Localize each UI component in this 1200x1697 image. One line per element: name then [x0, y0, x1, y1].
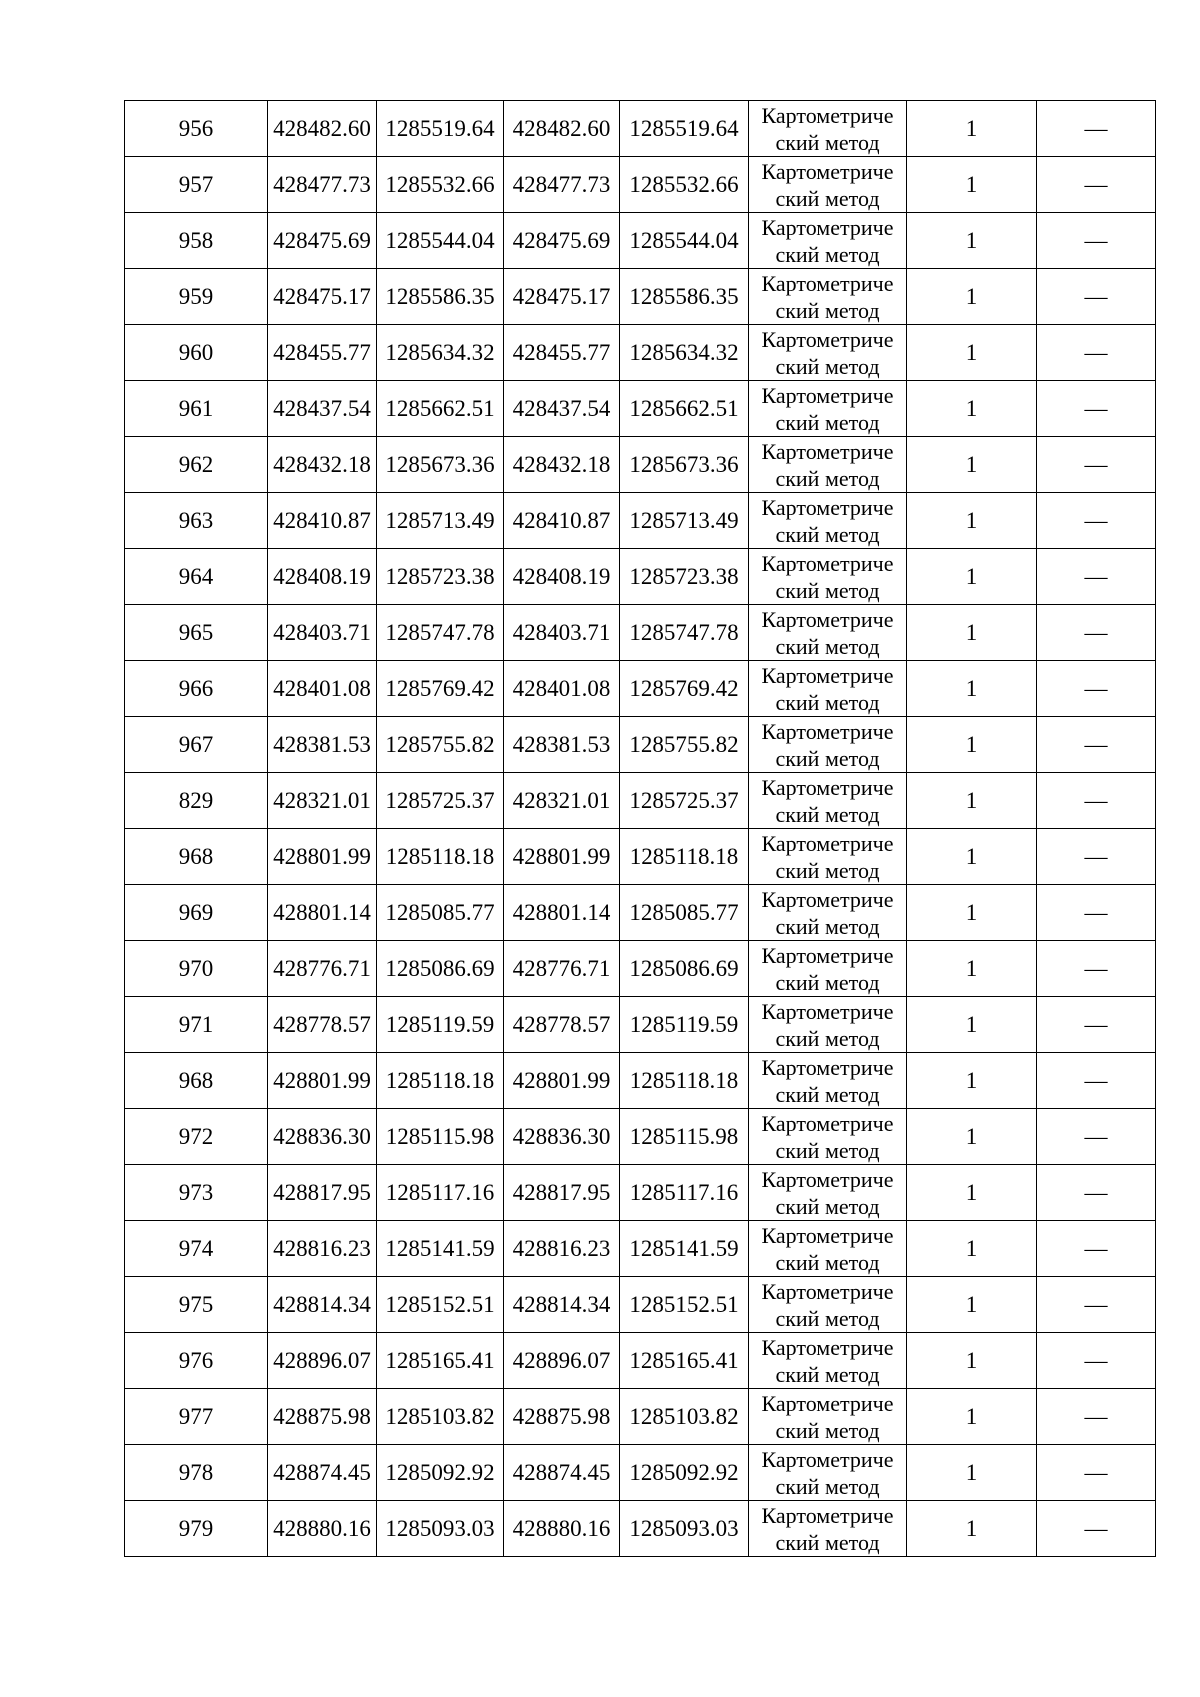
table-row	[125, 325, 1156, 381]
method-text-line-2: ский метод	[775, 129, 880, 155]
note-cell: —	[1037, 1221, 1156, 1277]
point-number-cell: 962	[125, 437, 268, 493]
refined-y-cell: 1285723.38	[620, 549, 749, 605]
accuracy-cell: 1	[907, 829, 1037, 885]
method-text-line-1: Картометриче	[761, 662, 894, 688]
existing-x-cell: 428776.71	[268, 941, 377, 997]
existing-x-cell: 428482.60	[268, 101, 377, 157]
table-row	[125, 1445, 1156, 1501]
existing-x-cell: 428477.73	[268, 157, 377, 213]
note-cell: —	[1037, 157, 1156, 213]
refined-y-cell: 1285747.78	[620, 605, 749, 661]
refined-x-cell: 428410.87	[504, 493, 620, 549]
method-text-line-2: ский метод	[775, 969, 880, 995]
point-number-cell: 967	[125, 717, 268, 773]
table-row	[125, 381, 1156, 437]
table-row	[125, 437, 1156, 493]
method-text-line-1: Картометриче	[761, 158, 894, 184]
refined-y-cell: 1285662.51	[620, 381, 749, 437]
method-cell	[749, 157, 907, 213]
method-text-line-2: ский метод	[775, 1193, 880, 1219]
refined-y-cell: 1285544.04	[620, 213, 749, 269]
method-text-line-1: Картометриче	[761, 1446, 894, 1472]
refined-x-cell: 428874.45	[504, 1445, 620, 1501]
point-number-cell: 972	[125, 1109, 268, 1165]
existing-y-cell: 1285085.77	[377, 885, 504, 941]
method-cell	[749, 549, 907, 605]
method-text-line-1: Картометриче	[761, 270, 894, 296]
accuracy-cell: 1	[907, 213, 1037, 269]
existing-y-cell: 1285165.41	[377, 1333, 504, 1389]
note-cell: —	[1037, 437, 1156, 493]
existing-x-cell: 428475.17	[268, 269, 377, 325]
note-cell: —	[1037, 885, 1156, 941]
refined-y-cell: 1285634.32	[620, 325, 749, 381]
refined-x-cell: 428401.08	[504, 661, 620, 717]
method-cell	[749, 1277, 907, 1333]
refined-y-cell: 1285713.49	[620, 493, 749, 549]
method-cell	[749, 269, 907, 325]
existing-y-cell: 1285141.59	[377, 1221, 504, 1277]
refined-x-cell: 428801.99	[504, 829, 620, 885]
note-cell: —	[1037, 1501, 1156, 1557]
method-text-line-1: Картометриче	[761, 214, 894, 240]
method-cell	[749, 773, 907, 829]
existing-y-cell: 1285769.42	[377, 661, 504, 717]
method-cell	[749, 381, 907, 437]
method-cell	[749, 605, 907, 661]
method-cell	[749, 1445, 907, 1501]
point-number-cell: 957	[125, 157, 268, 213]
refined-y-cell: 1285085.77	[620, 885, 749, 941]
accuracy-cell: 1	[907, 1053, 1037, 1109]
refined-x-cell: 428880.16	[504, 1501, 620, 1557]
method-text-line-2: ский метод	[775, 913, 880, 939]
table-row	[125, 1221, 1156, 1277]
note-cell: —	[1037, 717, 1156, 773]
note-cell: —	[1037, 1333, 1156, 1389]
existing-y-cell: 1285092.92	[377, 1445, 504, 1501]
table-row	[125, 1277, 1156, 1333]
accuracy-cell: 1	[907, 1277, 1037, 1333]
refined-y-cell: 1285532.66	[620, 157, 749, 213]
method-text-line-1: Картометриче	[761, 1278, 894, 1304]
note-cell: —	[1037, 101, 1156, 157]
refined-x-cell: 428817.95	[504, 1165, 620, 1221]
point-number-cell: 969	[125, 885, 268, 941]
method-text-line-1: Картометриче	[761, 606, 894, 632]
method-text-line-1: Картометриче	[761, 326, 894, 352]
table-row	[125, 1389, 1156, 1445]
refined-y-cell: 1285119.59	[620, 997, 749, 1053]
accuracy-cell: 1	[907, 549, 1037, 605]
point-number-cell: 961	[125, 381, 268, 437]
method-text-line-2: ский метод	[775, 353, 880, 379]
table-row	[125, 997, 1156, 1053]
existing-x-cell: 428403.71	[268, 605, 377, 661]
table-row	[125, 1165, 1156, 1221]
existing-y-cell: 1285532.66	[377, 157, 504, 213]
accuracy-cell: 1	[907, 773, 1037, 829]
accuracy-cell: 1	[907, 437, 1037, 493]
method-text-line-2: ский метод	[775, 1081, 880, 1107]
refined-y-cell: 1285152.51	[620, 1277, 749, 1333]
method-cell	[749, 997, 907, 1053]
point-number-cell: 963	[125, 493, 268, 549]
method-text-line-1: Картометриче	[761, 886, 894, 912]
existing-y-cell: 1285118.18	[377, 829, 504, 885]
method-text-line-1: Картометриче	[761, 1222, 894, 1248]
refined-y-cell: 1285117.16	[620, 1165, 749, 1221]
method-text-line-2: ский метод	[775, 1249, 880, 1275]
point-number-cell: 968	[125, 1053, 268, 1109]
table-row	[125, 1501, 1156, 1557]
method-cell	[749, 1109, 907, 1165]
method-text-line-1: Картометриче	[761, 1502, 894, 1528]
table-row	[125, 717, 1156, 773]
accuracy-cell: 1	[907, 1165, 1037, 1221]
method-cell	[749, 1389, 907, 1445]
existing-y-cell: 1285713.49	[377, 493, 504, 549]
method-text-line-2: ский метод	[775, 857, 880, 883]
method-cell	[749, 885, 907, 941]
method-cell	[749, 1221, 907, 1277]
existing-y-cell: 1285755.82	[377, 717, 504, 773]
method-text-line-1: Картометриче	[761, 718, 894, 744]
note-cell: —	[1037, 1053, 1156, 1109]
refined-y-cell: 1285673.36	[620, 437, 749, 493]
existing-x-cell: 428874.45	[268, 1445, 377, 1501]
method-text-line-2: ский метод	[775, 577, 880, 603]
method-text-line-2: ский метод	[775, 1025, 880, 1051]
refined-y-cell: 1285141.59	[620, 1221, 749, 1277]
method-text-line-1: Картометриче	[761, 550, 894, 576]
method-cell	[749, 493, 907, 549]
accuracy-cell: 1	[907, 325, 1037, 381]
method-text-line-2: ский метод	[775, 521, 880, 547]
table-row	[125, 885, 1156, 941]
existing-y-cell: 1285093.03	[377, 1501, 504, 1557]
method-text-line-2: ский метод	[775, 465, 880, 491]
refined-x-cell: 428814.34	[504, 1277, 620, 1333]
note-cell: —	[1037, 1445, 1156, 1501]
note-cell: —	[1037, 1109, 1156, 1165]
point-number-cell: 976	[125, 1333, 268, 1389]
existing-x-cell: 428408.19	[268, 549, 377, 605]
method-text-line-2: ский метод	[775, 1529, 880, 1555]
accuracy-cell: 1	[907, 885, 1037, 941]
refined-x-cell: 428836.30	[504, 1109, 620, 1165]
method-text-line-1: Картометриче	[761, 102, 894, 128]
method-cell	[749, 213, 907, 269]
point-number-cell: 966	[125, 661, 268, 717]
point-number-cell: 973	[125, 1165, 268, 1221]
refined-x-cell: 428477.73	[504, 157, 620, 213]
point-number-cell: 974	[125, 1221, 268, 1277]
method-cell	[749, 325, 907, 381]
note-cell: —	[1037, 213, 1156, 269]
method-text-line-1: Картометриче	[761, 774, 894, 800]
method-text-line-2: ский метод	[775, 1361, 880, 1387]
method-cell	[749, 1501, 907, 1557]
existing-y-cell: 1285117.16	[377, 1165, 504, 1221]
existing-x-cell: 428401.08	[268, 661, 377, 717]
refined-y-cell: 1285519.64	[620, 101, 749, 157]
method-text-line-2: ский метод	[775, 689, 880, 715]
refined-x-cell: 428816.23	[504, 1221, 620, 1277]
point-number-cell: 975	[125, 1277, 268, 1333]
refined-y-cell: 1285118.18	[620, 829, 749, 885]
note-cell: —	[1037, 1165, 1156, 1221]
note-cell: —	[1037, 829, 1156, 885]
refined-x-cell: 428896.07	[504, 1333, 620, 1389]
existing-y-cell: 1285115.98	[377, 1109, 504, 1165]
method-text-line-2: ский метод	[775, 185, 880, 211]
method-text-line-1: Картометриче	[761, 494, 894, 520]
method-text-line-2: ский метод	[775, 1473, 880, 1499]
table-row	[125, 549, 1156, 605]
existing-y-cell: 1285086.69	[377, 941, 504, 997]
existing-x-cell: 428816.23	[268, 1221, 377, 1277]
existing-y-cell: 1285725.37	[377, 773, 504, 829]
existing-x-cell: 428801.14	[268, 885, 377, 941]
method-text-line-1: Картометриче	[761, 1166, 894, 1192]
note-cell: —	[1037, 997, 1156, 1053]
table-row	[125, 1333, 1156, 1389]
table-row	[125, 493, 1156, 549]
table-row	[125, 661, 1156, 717]
point-number-cell: 971	[125, 997, 268, 1053]
refined-y-cell: 1285103.82	[620, 1389, 749, 1445]
method-text-line-2: ский метод	[775, 409, 880, 435]
coordinates-table	[124, 100, 1156, 1557]
refined-x-cell: 428437.54	[504, 381, 620, 437]
accuracy-cell: 1	[907, 269, 1037, 325]
method-text-line-2: ский метод	[775, 1417, 880, 1443]
refined-y-cell: 1285725.37	[620, 773, 749, 829]
existing-x-cell: 428381.53	[268, 717, 377, 773]
existing-x-cell: 428880.16	[268, 1501, 377, 1557]
note-cell: —	[1037, 605, 1156, 661]
table-row	[125, 213, 1156, 269]
method-text-line-2: ский метод	[775, 297, 880, 323]
existing-y-cell: 1285152.51	[377, 1277, 504, 1333]
accuracy-cell: 1	[907, 1501, 1037, 1557]
existing-y-cell: 1285723.38	[377, 549, 504, 605]
method-text-line-1: Картометриче	[761, 438, 894, 464]
point-number-cell: 970	[125, 941, 268, 997]
method-text-line-1: Картометриче	[761, 1390, 894, 1416]
existing-y-cell: 1285519.64	[377, 101, 504, 157]
existing-y-cell: 1285662.51	[377, 381, 504, 437]
table-row	[125, 605, 1156, 661]
existing-y-cell: 1285119.59	[377, 997, 504, 1053]
existing-x-cell: 428817.95	[268, 1165, 377, 1221]
point-number-cell: 958	[125, 213, 268, 269]
table-row	[125, 829, 1156, 885]
refined-y-cell: 1285755.82	[620, 717, 749, 773]
existing-x-cell: 428801.99	[268, 829, 377, 885]
refined-x-cell: 428778.57	[504, 997, 620, 1053]
table-row	[125, 941, 1156, 997]
refined-x-cell: 428475.69	[504, 213, 620, 269]
method-text-line-1: Картометриче	[761, 1110, 894, 1136]
accuracy-cell: 1	[907, 1109, 1037, 1165]
accuracy-cell: 1	[907, 997, 1037, 1053]
refined-x-cell: 428432.18	[504, 437, 620, 493]
point-number-cell: 959	[125, 269, 268, 325]
existing-y-cell: 1285747.78	[377, 605, 504, 661]
point-number-cell: 960	[125, 325, 268, 381]
refined-y-cell: 1285115.98	[620, 1109, 749, 1165]
method-cell	[749, 101, 907, 157]
existing-x-cell: 428321.01	[268, 773, 377, 829]
method-cell	[749, 717, 907, 773]
accuracy-cell: 1	[907, 381, 1037, 437]
method-text-line-1: Картометриче	[761, 998, 894, 1024]
accuracy-cell: 1	[907, 1221, 1037, 1277]
method-text-line-2: ский метод	[775, 1305, 880, 1331]
existing-y-cell: 1285544.04	[377, 213, 504, 269]
refined-y-cell: 1285586.35	[620, 269, 749, 325]
refined-y-cell: 1285165.41	[620, 1333, 749, 1389]
method-cell	[749, 437, 907, 493]
note-cell: —	[1037, 549, 1156, 605]
refined-x-cell: 428801.14	[504, 885, 620, 941]
point-number-cell: 968	[125, 829, 268, 885]
note-cell: —	[1037, 661, 1156, 717]
table-row	[125, 1053, 1156, 1109]
method-cell	[749, 941, 907, 997]
accuracy-cell: 1	[907, 1445, 1037, 1501]
method-cell	[749, 661, 907, 717]
refined-y-cell: 1285769.42	[620, 661, 749, 717]
note-cell: —	[1037, 1389, 1156, 1445]
existing-x-cell: 428896.07	[268, 1333, 377, 1389]
accuracy-cell: 1	[907, 661, 1037, 717]
method-cell	[749, 1165, 907, 1221]
existing-x-cell: 428437.54	[268, 381, 377, 437]
refined-x-cell: 428875.98	[504, 1389, 620, 1445]
note-cell: —	[1037, 493, 1156, 549]
note-cell: —	[1037, 325, 1156, 381]
method-text-line-2: ский метод	[775, 745, 880, 771]
refined-x-cell: 428482.60	[504, 101, 620, 157]
accuracy-cell: 1	[907, 157, 1037, 213]
method-text-line-1: Картометриче	[761, 830, 894, 856]
refined-x-cell: 428776.71	[504, 941, 620, 997]
accuracy-cell: 1	[907, 1389, 1037, 1445]
existing-x-cell: 428778.57	[268, 997, 377, 1053]
refined-y-cell: 1285092.92	[620, 1445, 749, 1501]
existing-x-cell: 428410.87	[268, 493, 377, 549]
accuracy-cell: 1	[907, 493, 1037, 549]
refined-x-cell: 428321.01	[504, 773, 620, 829]
accuracy-cell: 1	[907, 941, 1037, 997]
existing-x-cell: 428801.99	[268, 1053, 377, 1109]
method-cell	[749, 1053, 907, 1109]
existing-x-cell: 428875.98	[268, 1389, 377, 1445]
table-row	[125, 269, 1156, 325]
table-row	[125, 157, 1156, 213]
existing-x-cell: 428836.30	[268, 1109, 377, 1165]
method-text-line-2: ский метод	[775, 1137, 880, 1163]
existing-y-cell: 1285634.32	[377, 325, 504, 381]
method-text-line-1: Картометриче	[761, 382, 894, 408]
existing-y-cell: 1285103.82	[377, 1389, 504, 1445]
method-cell	[749, 1333, 907, 1389]
table-row	[125, 1109, 1156, 1165]
point-number-cell: 979	[125, 1501, 268, 1557]
accuracy-cell: 1	[907, 717, 1037, 773]
point-number-cell: 978	[125, 1445, 268, 1501]
refined-x-cell: 428801.99	[504, 1053, 620, 1109]
note-cell: —	[1037, 1277, 1156, 1333]
refined-x-cell: 428475.17	[504, 269, 620, 325]
refined-x-cell: 428403.71	[504, 605, 620, 661]
note-cell: —	[1037, 381, 1156, 437]
method-text-line-2: ский метод	[775, 633, 880, 659]
accuracy-cell: 1	[907, 1333, 1037, 1389]
accuracy-cell: 1	[907, 605, 1037, 661]
method-cell	[749, 829, 907, 885]
existing-x-cell: 428814.34	[268, 1277, 377, 1333]
method-text-line-1: Картометриче	[761, 1054, 894, 1080]
existing-y-cell: 1285586.35	[377, 269, 504, 325]
method-text-line-1: Картометриче	[761, 942, 894, 968]
point-number-cell: 829	[125, 773, 268, 829]
method-text-line-1: Картометриче	[761, 1334, 894, 1360]
existing-x-cell: 428455.77	[268, 325, 377, 381]
existing-x-cell: 428475.69	[268, 213, 377, 269]
table-row	[125, 773, 1156, 829]
note-cell: —	[1037, 941, 1156, 997]
refined-x-cell: 428408.19	[504, 549, 620, 605]
note-cell: —	[1037, 269, 1156, 325]
point-number-cell: 977	[125, 1389, 268, 1445]
table-row	[125, 101, 1156, 157]
coordinates-table-body	[125, 101, 1156, 1557]
refined-y-cell: 1285086.69	[620, 941, 749, 997]
method-text-line-2: ский метод	[775, 241, 880, 267]
method-text-line-2: ский метод	[775, 801, 880, 827]
refined-x-cell: 428455.77	[504, 325, 620, 381]
point-number-cell: 965	[125, 605, 268, 661]
note-cell: —	[1037, 773, 1156, 829]
accuracy-cell: 1	[907, 101, 1037, 157]
refined-x-cell: 428381.53	[504, 717, 620, 773]
point-number-cell: 956	[125, 101, 268, 157]
existing-y-cell: 1285673.36	[377, 437, 504, 493]
refined-y-cell: 1285093.03	[620, 1501, 749, 1557]
refined-y-cell: 1285118.18	[620, 1053, 749, 1109]
point-number-cell: 964	[125, 549, 268, 605]
existing-y-cell: 1285118.18	[377, 1053, 504, 1109]
existing-x-cell: 428432.18	[268, 437, 377, 493]
